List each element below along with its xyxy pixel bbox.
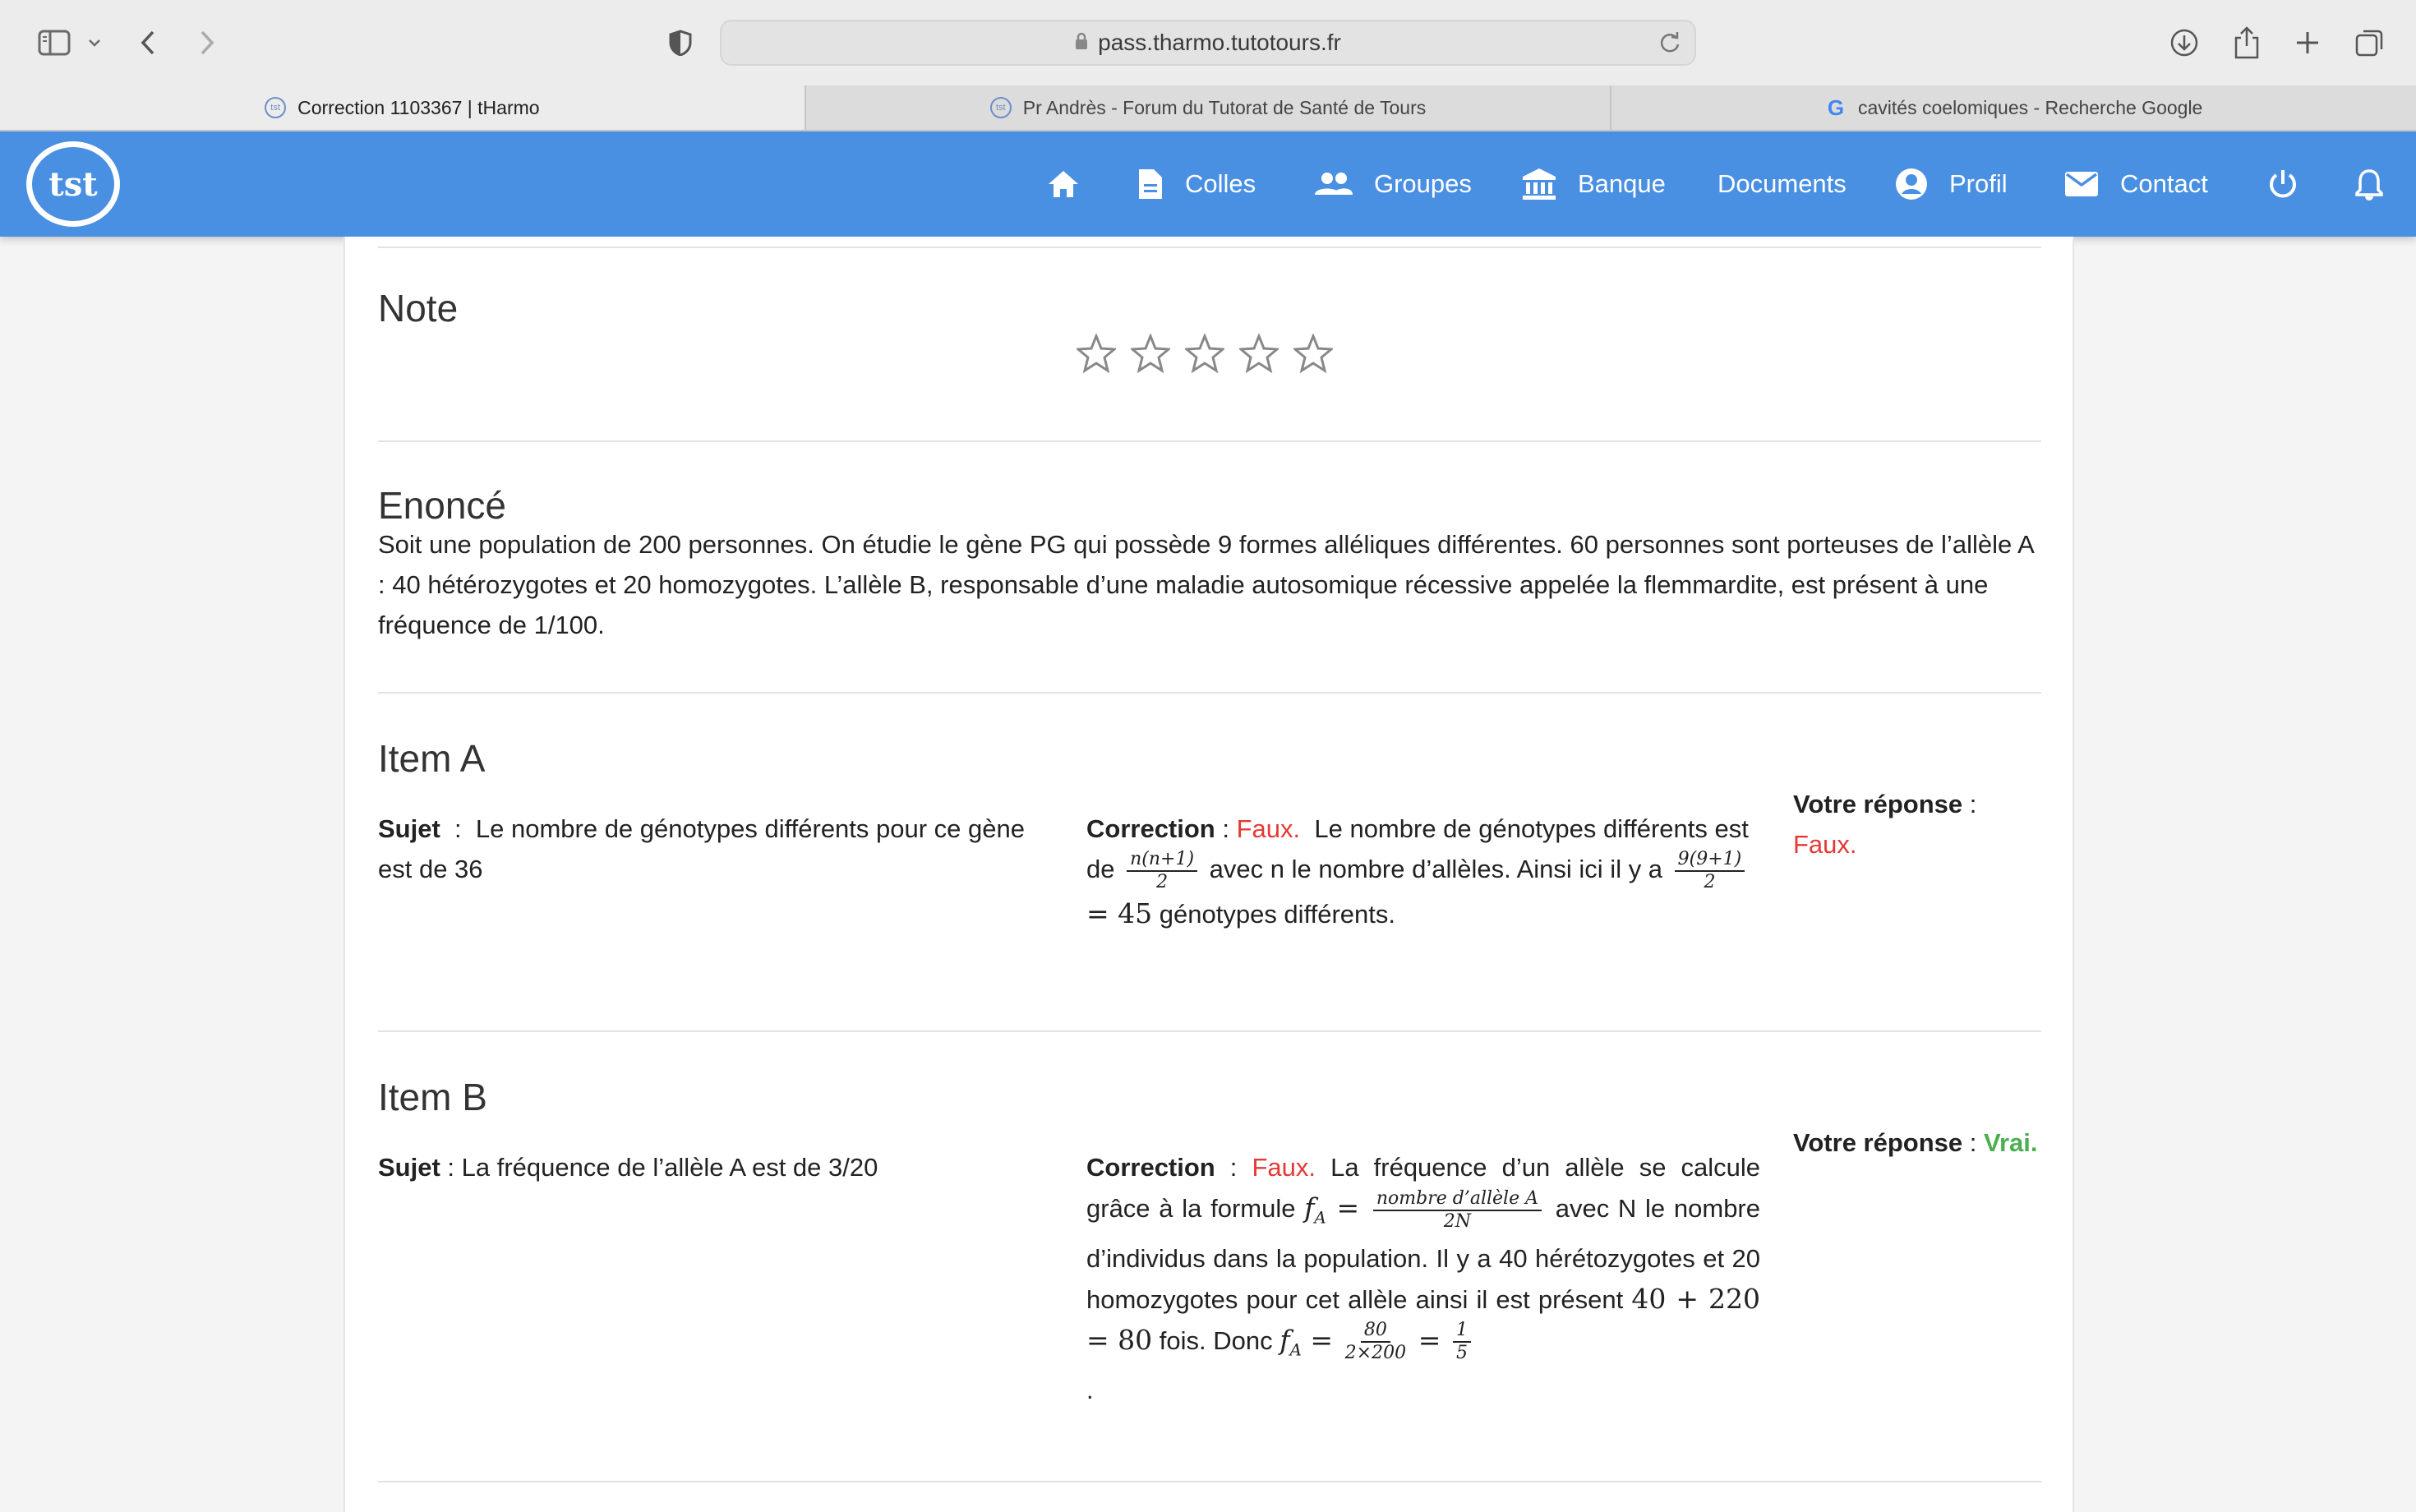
- download-icon[interactable]: [2166, 18, 2202, 67]
- fraction-denominator: 2: [1156, 872, 1169, 892]
- tab-title: cavités coelomiques - Recherche Google: [1858, 96, 2203, 118]
- star-rating[interactable]: [1077, 334, 1333, 373]
- star-icon[interactable]: [1077, 334, 1116, 373]
- star-icon[interactable]: [1185, 334, 1224, 373]
- notifications-button[interactable]: [2355, 131, 2383, 237]
- fraction-numerator: n(n+1): [1127, 849, 1197, 872]
- nav-label: Groupes: [1374, 169, 1472, 198]
- note-title: Note: [378, 287, 459, 330]
- correction-card: [343, 237, 2074, 1512]
- mail-icon: [2064, 171, 2099, 197]
- logo-text: tst: [48, 164, 98, 204]
- nav-home[interactable]: [1047, 131, 1080, 237]
- nav-documents[interactable]: [1717, 131, 1847, 237]
- tab-bar: [0, 85, 2416, 131]
- tutotours-favicon-icon: tst: [990, 97, 1012, 118]
- group-icon: [1315, 172, 1353, 196]
- fraction-numerator: 80: [1361, 1320, 1390, 1343]
- divider: [378, 440, 2041, 442]
- fraction-denominator: 5: [1456, 1343, 1468, 1364]
- enonce-title: Enoncé: [378, 484, 507, 527]
- sujet-text: Le nombre de génotypes différents pour ce gène est de 36: [378, 814, 1025, 883]
- divider: [378, 1030, 2041, 1032]
- fraction-numerator: nombre d’allèle A: [1373, 1188, 1542, 1211]
- star-icon[interactable]: [1293, 334, 1333, 373]
- formula-subscript: A: [1314, 1207, 1326, 1228]
- item-a-correction: Correction : Faux. Le nombre de génotypes différents est de $\frac{n(n+1)}{2}$ avec n le nombre d’allèles. Ainsi ici il y a $\frac{9(9+1)}{2}$ = 45 génotypes différents.: [1086, 814, 1749, 929]
- nav-contact[interactable]: [2064, 131, 2208, 237]
- home-icon: [1047, 169, 1080, 199]
- nav-groupes[interactable]: [1315, 131, 1472, 237]
- formula-equals: =: [1418, 1323, 1441, 1356]
- fraction-denominator: 2N: [1443, 1210, 1472, 1232]
- site-logo[interactable]: [26, 141, 120, 227]
- star-icon[interactable]: [1131, 334, 1170, 373]
- correction-label: Correction: [1086, 1153, 1215, 1182]
- privacy-shield-icon[interactable]: [664, 18, 697, 67]
- fraction-denominator: 2: [1704, 872, 1716, 892]
- correction-end: .: [1086, 1376, 1094, 1405]
- reponse-label: Votre réponse: [1793, 790, 1963, 818]
- fraction-numerator: 9(9+1): [1675, 849, 1745, 872]
- formula-subscript: A: [1289, 1339, 1302, 1360]
- sujet-text: La fréquence de l’allèle A est de 3/20: [461, 1153, 878, 1182]
- item-b-correction: Correction : Faux. La fréquence d’un allèle se calcule grâce à la formule $f_A$ = $\frac{\text{nombre d’allèle A}}{2N}$ avec N le nombre d’individus dans la population. Il y a 40 hérétozygotes et 20 homozygotes pour cet allèle ainsi il est présent 40 + 220 = 80 fois. Donc $f_A$ = $\frac{80}{2\times 200}$ = $\frac{1}{5}$ .: [1086, 1153, 1761, 1405]
- nav-banque[interactable]: [1522, 131, 1666, 237]
- new-tab-icon[interactable]: [2291, 18, 2324, 67]
- enonce-text: Soit une population de 200 personnes. On étudie le gène PG qui possède 9 formes alléliques différentes. 60 personnes sont porteuses de l’allèle A : 40 hétérozygotes et 20 homozygotes. L’allèle B, responsable d’une maladie autosomique récessive appelée la flemmardite, est présent à une fréquence de 1/100.: [378, 530, 2034, 639]
- google-favicon-icon: G: [1827, 94, 1845, 120]
- back-icon[interactable]: [131, 18, 164, 67]
- chevron-down-icon[interactable]: [82, 18, 107, 67]
- item-b-reponse: Votre réponse : Vrai.: [1793, 1128, 2038, 1157]
- formula-fraction: [1127, 849, 1197, 893]
- browser-toolbar: [0, 0, 2416, 85]
- correction-text: avec N le nombre d’individus dans la population. Il y a 40 hérétozygotes et 20 homozygotes pour cet allèle ainsi il est présent: [1086, 1194, 1761, 1314]
- power-icon: [2266, 168, 2299, 201]
- formula-fraction: [1345, 1320, 1406, 1364]
- reponse-value: Faux.: [1793, 830, 1857, 859]
- tab-google[interactable]: [1611, 85, 2416, 130]
- formula-fa: $f_A$ =: [1279, 1323, 1334, 1360]
- divider: [378, 247, 2041, 248]
- tab-forum[interactable]: [806, 85, 1612, 130]
- nav-colles[interactable]: [1137, 131, 1256, 237]
- tab-title: Correction 1103367 | tHarmo: [297, 96, 540, 118]
- reload-icon[interactable]: [1658, 31, 1681, 58]
- reponse-value: Vrai.: [1984, 1128, 2038, 1157]
- item-a-sujet: Sujet : Le nombre de génotypes différents pour ce gène est de 36: [378, 814, 1025, 883]
- item-b-title: Item B: [378, 1076, 487, 1118]
- bell-icon: [2355, 168, 2383, 201]
- formula-fraction: [1453, 1320, 1471, 1364]
- correction-verdict: Faux.: [1236, 814, 1301, 843]
- account-circle-icon: [1895, 168, 1928, 201]
- tab-title: Pr Andrès - Forum du Tutorat de Santé de Tours: [1022, 96, 1427, 118]
- forward-icon[interactable]: [191, 18, 224, 67]
- tutotours-favicon-icon: tst: [265, 97, 286, 118]
- correction-text: Le nombre de génotypes différents est de: [1086, 814, 1749, 884]
- formula-symbol: f: [1304, 1192, 1315, 1224]
- url-text: pass.tharmo.tutotours.fr: [1098, 30, 1341, 55]
- sidebar-toggle-icon[interactable]: [30, 18, 79, 67]
- logout-button[interactable]: [2266, 131, 2299, 237]
- sujet-label: Sujet: [378, 814, 440, 843]
- item-b-sujet: Sujet : La fréquence de l’allèle A est de 3/20: [378, 1153, 878, 1182]
- correction-verdict: Faux.: [1252, 1153, 1316, 1182]
- tab-overview-icon[interactable]: [2352, 18, 2388, 67]
- document-icon: [1137, 168, 1164, 201]
- correction-text: avec n le nombre d’allèles. Ainsi ici il y a: [1209, 855, 1663, 884]
- nav-label: Documents: [1717, 169, 1847, 198]
- formula-fraction: [1373, 1188, 1542, 1233]
- nav-profil[interactable]: [1895, 131, 2008, 237]
- site-header: [0, 131, 2416, 237]
- star-icon[interactable]: [1239, 334, 1279, 373]
- tab-correction[interactable]: [0, 85, 806, 130]
- item-a-reponse: Votre réponse : Faux.: [1793, 790, 1977, 859]
- correction-text: La fréquence d’un allèle se calcule grâce à la formule: [1086, 1153, 1760, 1223]
- nav-label: Contact: [2120, 169, 2208, 198]
- fraction-denominator: 2×200: [1344, 1343, 1407, 1364]
- divider: [378, 692, 2041, 694]
- nav-label: Banque: [1578, 169, 1666, 198]
- fraction-numerator: 1: [1453, 1320, 1471, 1343]
- nav-label: Profil: [1949, 169, 2008, 198]
- bank-icon: [1522, 168, 1556, 201]
- nav-label: Colles: [1185, 169, 1256, 198]
- share-icon[interactable]: [2229, 18, 2265, 67]
- formula-symbol: f: [1279, 1323, 1290, 1356]
- formula-fa: $f_A$ =: [1304, 1192, 1360, 1228]
- item-a-title: Item A: [378, 737, 486, 780]
- formula-result: = 45: [1086, 897, 1153, 929]
- correction-text: fois. Donc: [1159, 1325, 1273, 1355]
- formula-fraction: [1675, 849, 1745, 893]
- correction-label: Correction: [1086, 814, 1215, 843]
- reponse-label: Votre réponse: [1793, 1128, 1963, 1157]
- lock-icon: [1075, 32, 1088, 54]
- sujet-label: Sujet: [378, 1153, 440, 1182]
- formula-sum: 40 + 220 = 80: [1086, 1282, 1760, 1356]
- address-bar[interactable]: [720, 20, 1696, 66]
- correction-text: génotypes différents.: [1159, 900, 1395, 929]
- divider: [378, 1481, 2041, 1482]
